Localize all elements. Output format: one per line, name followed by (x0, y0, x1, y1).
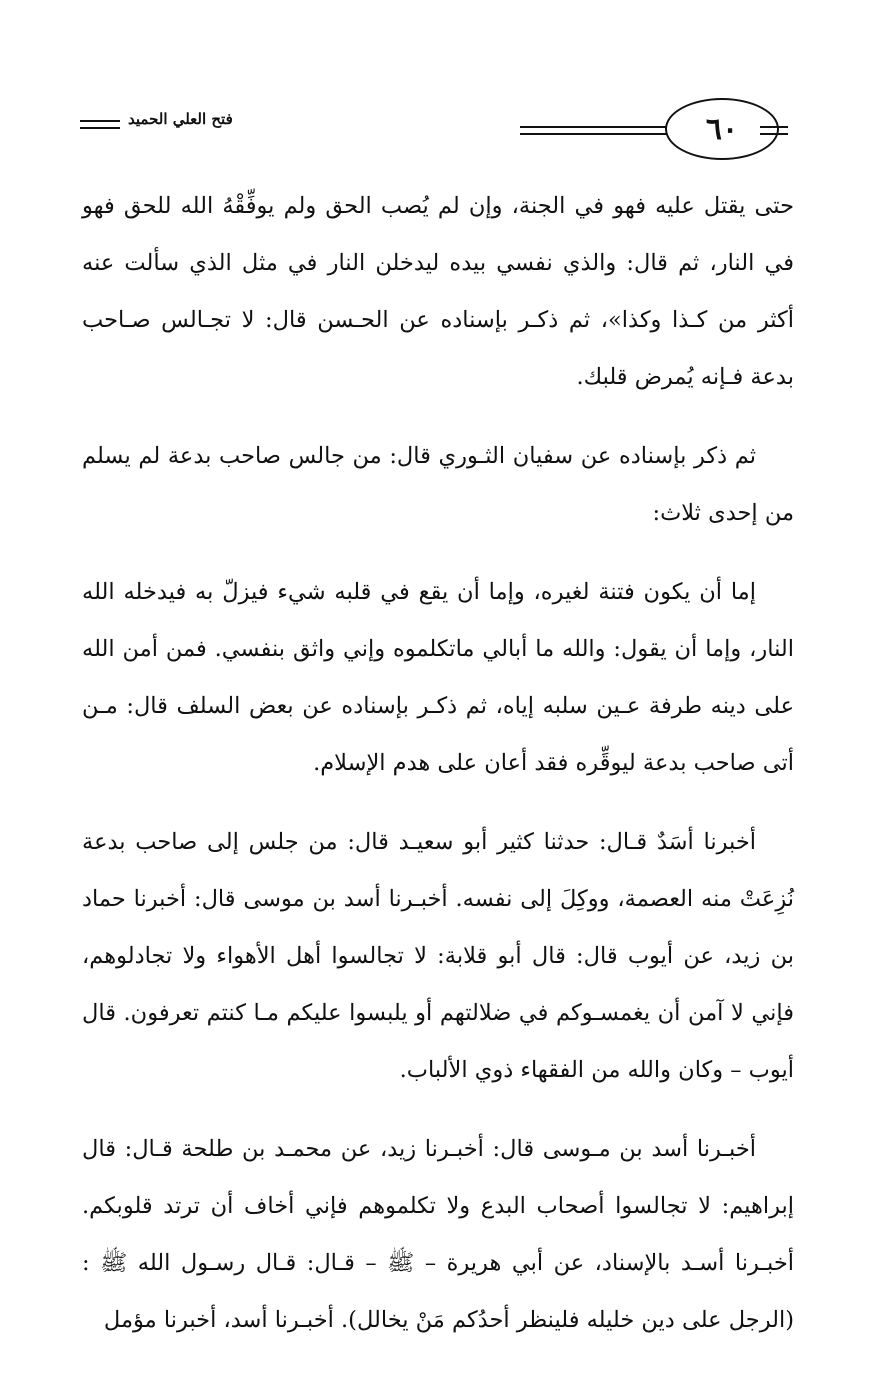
book-title: فتح العلي الحميد (128, 110, 233, 128)
page-number: ٦٠ (665, 98, 779, 160)
paragraph: إما أن يكون فتنة لغيره، وإما أن يقع في قلبه شيء فيزلّ به فيدخله الله النار، وإما أن يقول: والله ما أبالي ماتكلموه وإني واثق بنفسي. فمن أمن الله على دينه طرفة عـين سلبه إياه، ثم ذكـر بإسناده عن بعض السلف قال: مـن أتى صاحب بدعة ليوقِّره فقد أعان على هدم الإسلام. (82, 579, 794, 776)
page-body (82, 178, 794, 1371)
header-left-rule (80, 120, 120, 129)
paragraph: ثم ذكر بإسناده عن سفيان الثـوري قال: من جالس صاحب بدعة لم يسلم من إحدى ثلاث: (82, 443, 794, 526)
paragraph: حتى يقتل عليه فهو في الجنة، وإن لم يُصب الحق ولم يوفِّقْهُ الله للحق فهو في النار، ثم قال: والذي نفسي بيده ليدخلن النار في مثل الذي سألت عنه أكثر من كـذا وكذا»، ثم ذكـر بإسناده عن الحـسن قال: لا تجـالس صـاحب بدعة فـإنه يُمرض قلبك. (82, 193, 794, 390)
paragraph: أخبرنا أسَدٌ قـال: حدثنا كثير أبو سعيـد قال: من جلس إلى صاحب بدعة نُزِعَتْ منه العصمة، ووكِلَ إلى نفسه. أخبـرنا أسد بن موسى قال: أخبرنا حماد بن زيد، عن أيوب قال: قال أبو قلابة: لا تجالسوا أهل الأهواء ولا تجادلوهم، فإني لا آمن أن يغمسـوكم في ضلالتهم أو يلبسوا عليكم مـا كنتم تعرفون. قال أيوب – وكان والله من الفقهاء ذوي الألباب. (82, 829, 794, 1083)
page-header (70, 88, 795, 168)
header-right-rule (760, 126, 788, 135)
paragraph: أخبـرنا أسد بن مـوسى قال: أخبـرنا زيد، عن محمـد بن طلحة قـال: قال إبراهيم: لا تجالسوا أصحاب البدع ولا تكلموهم فإني أخاف أن ترتد قلوبكم. أخبـرنا أسـد بالإسناد، عن أبي هريرة – ﷺ – قـال: قـال رسـول الله ﷺ : (الرجل على دين خليله فلينظر أحدُكم مَنْ يخالل). أخبـرنا أسد، أخبرنا مؤمل (82, 1136, 794, 1333)
